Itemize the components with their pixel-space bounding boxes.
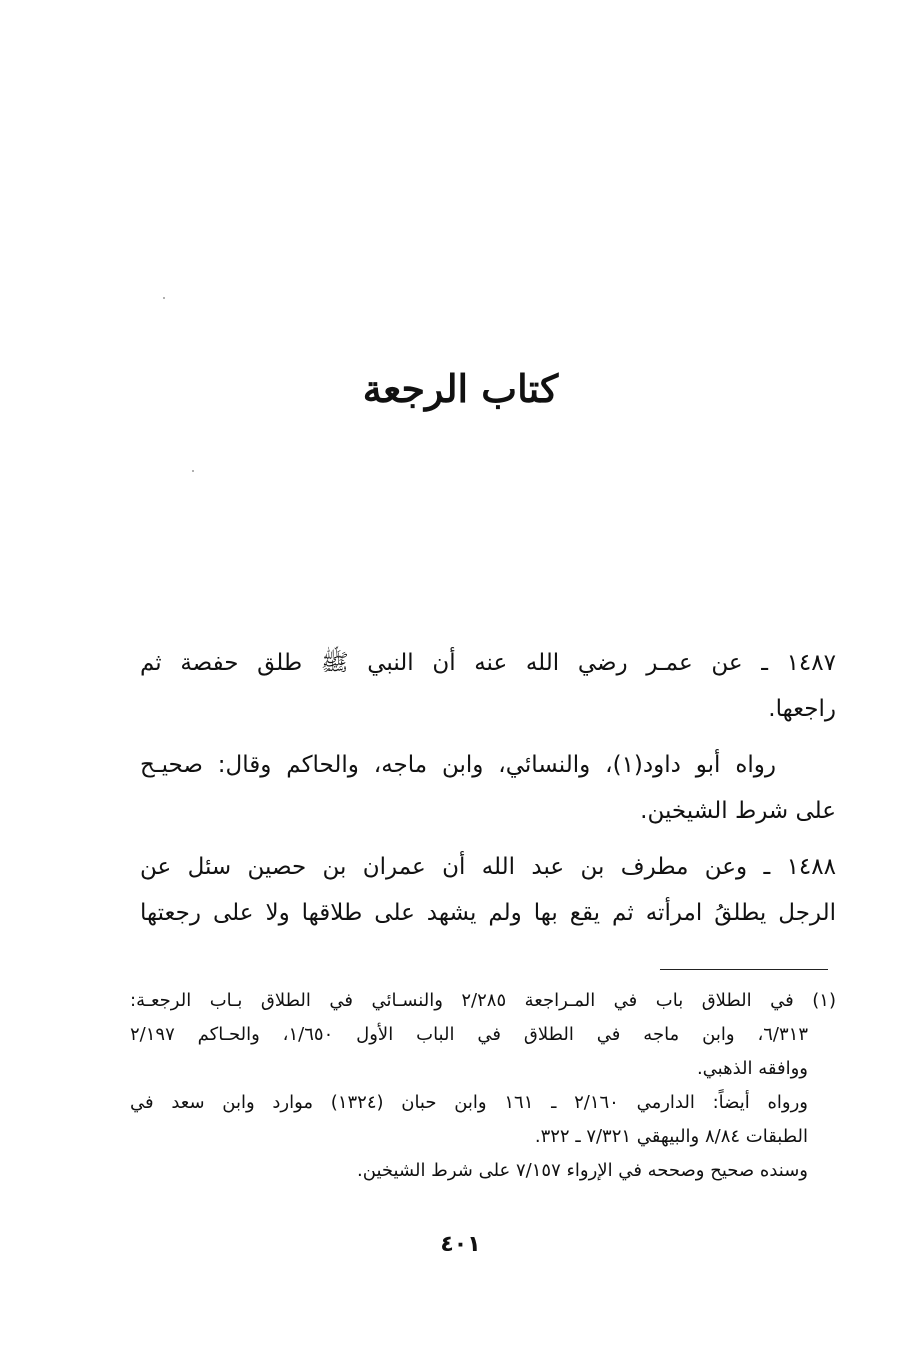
footnotes [130,984,836,1188]
page-number: ٤٠١ [440,1232,481,1257]
footnote-3-line-1: وسنده صحيح وصححه في الإرواء ٧/١٥٧ على شرط الشيخين. [357,1160,808,1181]
narration-1487 [140,742,836,788]
footnote-2-line-2: الطبقات ٨/٨٤ والبيهقي ٧/٣٢١ ـ ٣٢٢. [534,1126,808,1147]
narration-1487-cont [140,788,836,834]
speck [192,470,194,472]
footnote-1-line-1: (١) في الطلاق باب في المـراجعة ٢/٢٨٥ والنسـائي في الطلاق بـاب الرجعـة: [130,990,836,1011]
footnote-1-line-2: ٦/٣١٣، وابن ماجه في الطلاق في الباب الأول ١/٦٥٠، والحـاكم ٢/١٩٧ [130,1024,808,1045]
hadith-1488-line-2: الرجل يطلقُ امرأته ثم يقع بها ولم يشهد على طلاقها ولا على رجعتها [140,900,836,926]
footnote-2-line-1: ورواه أيضاً: الدارمي ٢/١٦٠ ـ ١٦١ وابن حبان (١٣٢٤) موارد وابن سعد في [130,1092,808,1113]
main-text [140,640,836,946]
hadith-1488 [140,844,836,936]
narration-1487-line-1: رواه أبو داود(١)، والنسائي، وابن ماجه، والحاكم وقال: صحيـح [140,752,777,778]
hadith-1488-line-1: ١٤٨٨ ـ وعن مطرف بن عبد الله أن عمران بن حصين سئل عن [140,854,836,880]
hadith-1487-line-2: راجعها. [768,696,836,722]
speck [163,297,165,299]
hadith-1487 [140,640,836,732]
hadith-1487-line-1: ١٤٨٧ ـ عن عمـر رضي الله عنه أن النبي ﷺ طلق حفصة ثم [140,650,836,676]
chapter-title: كتاب الرجعة [362,366,559,411]
narration-1487-line-2: على شرط الشيخين. [640,798,836,824]
footnote-separator [660,969,828,970]
footnote-1-line-3: ووافقه الذهبي. [696,1058,808,1079]
